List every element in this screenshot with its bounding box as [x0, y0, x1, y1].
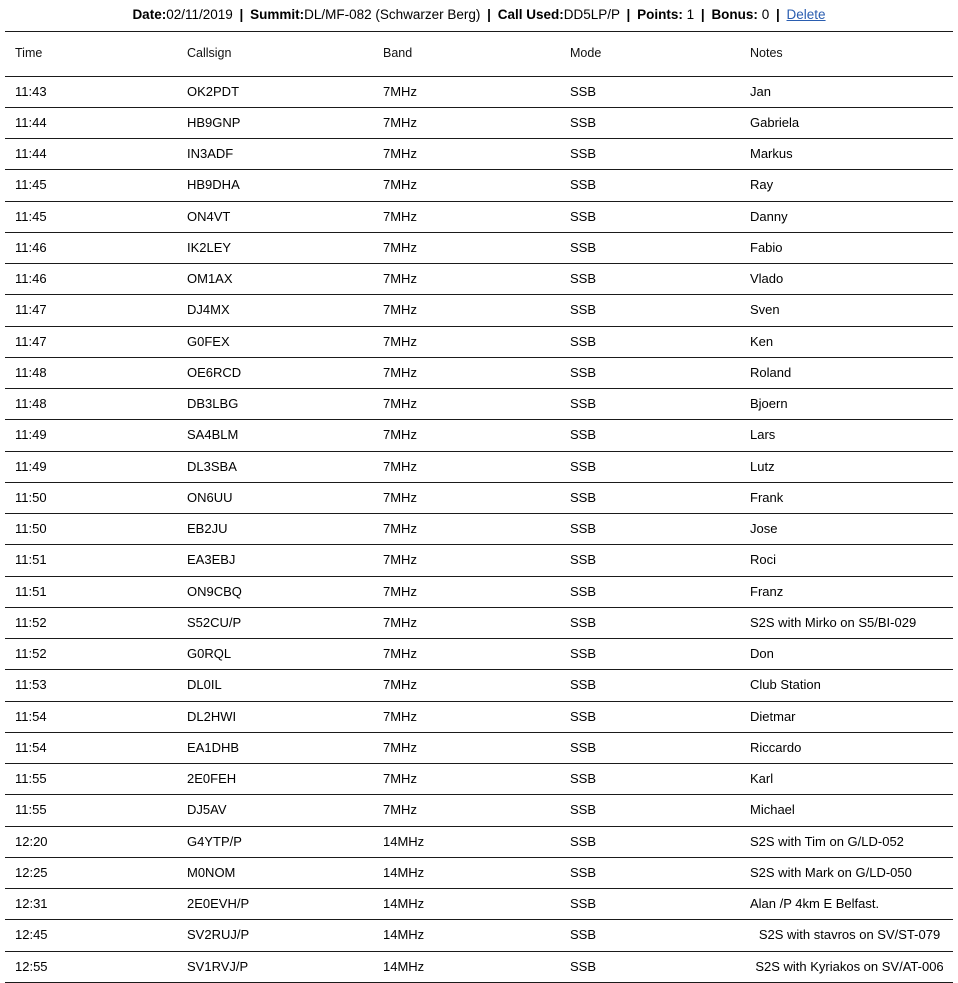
table-row [5, 451, 953, 482]
table-row [5, 232, 953, 263]
cell-time: 11:44 [5, 107, 183, 138]
cell-mode: SSB [566, 232, 746, 263]
cell-mode: SSB [566, 451, 746, 482]
cell-notes: Roland [746, 357, 953, 388]
table-row [5, 545, 953, 576]
cell-band: 7MHz [379, 795, 566, 826]
cell-band: 7MHz [379, 420, 566, 451]
cell-notes: Michael [746, 795, 953, 826]
cell-band: 7MHz [379, 451, 566, 482]
qso-log-table [5, 31, 953, 983]
cell-notes: Alan /P 4km E Belfast. [746, 889, 953, 920]
cell-time: 11:48 [5, 389, 183, 420]
cell-time: 11:51 [5, 545, 183, 576]
cell-band: 7MHz [379, 389, 566, 420]
cell-callsign: EB2JU [183, 514, 379, 545]
cell-callsign: SA4BLM [183, 420, 379, 451]
cell-band: 7MHz [379, 732, 566, 763]
table-body [5, 76, 953, 982]
cell-time: 11:50 [5, 482, 183, 513]
cell-notes: Franz [746, 576, 953, 607]
cell-callsign: OK2PDT [183, 76, 379, 107]
table-row [5, 170, 953, 201]
cell-callsign: ON9CBQ [183, 576, 379, 607]
cell-time: 11:46 [5, 232, 183, 263]
cell-time: 11:54 [5, 732, 183, 763]
cell-callsign: HB9DHA [183, 170, 379, 201]
table-row [5, 857, 953, 888]
column-header-mode: Mode [566, 31, 746, 76]
cell-time: 11:44 [5, 139, 183, 170]
cell-notes: Ray [746, 170, 953, 201]
cell-notes: Club Station [746, 670, 953, 701]
cell-notes: S2S with stavros on SV/ST-079 [746, 920, 953, 951]
cell-mode: SSB [566, 482, 746, 513]
cell-mode: SSB [566, 389, 746, 420]
cell-band: 7MHz [379, 107, 566, 138]
cell-time: 11:45 [5, 170, 183, 201]
cell-notes: S2S with Mirko on S5/BI-029 [746, 607, 953, 638]
cell-band: 7MHz [379, 576, 566, 607]
cell-notes: Gabriela [746, 107, 953, 138]
cell-callsign: DL0IL [183, 670, 379, 701]
cell-notes: Jose [746, 514, 953, 545]
cell-mode: SSB [566, 295, 746, 326]
table-row [5, 889, 953, 920]
cell-callsign: IN3ADF [183, 139, 379, 170]
cell-notes: Bjoern [746, 389, 953, 420]
cell-mode: SSB [566, 795, 746, 826]
bonus-value: 0 [761, 7, 770, 22]
cell-notes: Lutz [746, 451, 953, 482]
cell-mode: SSB [566, 264, 746, 295]
cell-mode: SSB [566, 732, 746, 763]
table-row [5, 482, 953, 513]
cell-time: 11:49 [5, 420, 183, 451]
cell-callsign: G0FEX [183, 326, 379, 357]
cell-band: 7MHz [379, 639, 566, 670]
cell-callsign: 2E0FEH [183, 764, 379, 795]
cell-notes: Don [746, 639, 953, 670]
cell-time: 11:43 [5, 76, 183, 107]
cell-time: 11:48 [5, 357, 183, 388]
cell-time: 12:25 [5, 857, 183, 888]
table-row [5, 139, 953, 170]
cell-mode: SSB [566, 326, 746, 357]
cell-mode: SSB [566, 576, 746, 607]
cell-band: 7MHz [379, 482, 566, 513]
cell-notes: Danny [746, 201, 953, 232]
cell-time: 12:55 [5, 951, 183, 982]
cell-callsign: DB3LBG [183, 389, 379, 420]
summit-value: DL/MF-082 (Schwarzer Berg) [304, 7, 481, 22]
cell-time: 11:52 [5, 639, 183, 670]
cell-callsign: SV1RVJ/P [183, 951, 379, 982]
cell-callsign: G4YTP/P [183, 826, 379, 857]
cell-notes: S2S with Mark on G/LD-050 [746, 857, 953, 888]
table-row [5, 514, 953, 545]
table-row [5, 795, 953, 826]
cell-notes: Ken [746, 326, 953, 357]
cell-time: 11:52 [5, 607, 183, 638]
table-header-row [5, 31, 953, 76]
separator-1: | [239, 7, 244, 22]
table-row [5, 420, 953, 451]
cell-mode: SSB [566, 857, 746, 888]
cell-band: 7MHz [379, 545, 566, 576]
call-used-label: Call Used: [497, 7, 564, 22]
date-value: 02/11/2019 [166, 7, 233, 22]
cell-time: 12:20 [5, 826, 183, 857]
bonus-label: Bonus: [711, 7, 758, 22]
cell-mode: SSB [566, 107, 746, 138]
cell-notes: Markus [746, 139, 953, 170]
cell-time: 11:54 [5, 701, 183, 732]
cell-notes: S2S with Kyriakos on SV/AT-006 [746, 951, 953, 982]
table-row [5, 920, 953, 951]
table-row [5, 826, 953, 857]
cell-callsign: ON4VT [183, 201, 379, 232]
table-row [5, 357, 953, 388]
cell-notes: Jan [746, 76, 953, 107]
table-row [5, 389, 953, 420]
cell-notes: Sven [746, 295, 953, 326]
cell-mode: SSB [566, 889, 746, 920]
separator-3: | [626, 7, 631, 22]
cell-band: 7MHz [379, 670, 566, 701]
cell-callsign: 2E0EVH/P [183, 889, 379, 920]
cell-mode: SSB [566, 76, 746, 107]
cell-band: 14MHz [379, 826, 566, 857]
cell-callsign: EA1DHB [183, 732, 379, 763]
cell-notes: S2S with Tim on G/LD-052 [746, 826, 953, 857]
column-header-notes: Notes [746, 31, 953, 76]
cell-mode: SSB [566, 764, 746, 795]
cell-callsign: DL2HWI [183, 701, 379, 732]
cell-band: 14MHz [379, 857, 566, 888]
cell-band: 7MHz [379, 139, 566, 170]
cell-band: 7MHz [379, 76, 566, 107]
table-row [5, 576, 953, 607]
cell-band: 7MHz [379, 701, 566, 732]
cell-band: 14MHz [379, 920, 566, 951]
cell-time: 11:53 [5, 670, 183, 701]
cell-time: 11:51 [5, 576, 183, 607]
cell-time: 11:49 [5, 451, 183, 482]
table-row [5, 264, 953, 295]
table-row [5, 107, 953, 138]
cell-mode: SSB [566, 701, 746, 732]
cell-callsign: HB9GNP [183, 107, 379, 138]
cell-time: 12:45 [5, 920, 183, 951]
table-row [5, 701, 953, 732]
table-row [5, 76, 953, 107]
table-row [5, 951, 953, 982]
cell-notes: Riccardo [746, 732, 953, 763]
cell-notes: Roci [746, 545, 953, 576]
cell-callsign: S52CU/P [183, 607, 379, 638]
cell-notes: Dietmar [746, 701, 953, 732]
cell-band: 7MHz [379, 295, 566, 326]
table-row [5, 764, 953, 795]
cell-callsign: IK2LEY [183, 232, 379, 263]
points-value: 1 [686, 7, 695, 22]
cell-callsign: DL3SBA [183, 451, 379, 482]
cell-time: 11:50 [5, 514, 183, 545]
cell-mode: SSB [566, 514, 746, 545]
table-row [5, 201, 953, 232]
cell-band: 7MHz [379, 607, 566, 638]
cell-mode: SSB [566, 920, 746, 951]
cell-time: 11:55 [5, 795, 183, 826]
cell-mode: SSB [566, 670, 746, 701]
cell-band: 7MHz [379, 170, 566, 201]
table-row [5, 732, 953, 763]
cell-notes: Fabio [746, 232, 953, 263]
cell-callsign: DJ4MX [183, 295, 379, 326]
separator-4: | [700, 7, 705, 22]
separator-5: | [775, 7, 780, 22]
column-header-band: Band [379, 31, 566, 76]
date-label: Date: [132, 7, 167, 22]
cell-time: 11:47 [5, 295, 183, 326]
cell-mode: SSB [566, 826, 746, 857]
delete-link[interactable]: Delete [786, 7, 826, 22]
activation-summary-bar [0, 0, 958, 31]
cell-band: 7MHz [379, 764, 566, 795]
cell-mode: SSB [566, 951, 746, 982]
separator-2: | [487, 7, 491, 22]
cell-notes: Frank [746, 482, 953, 513]
cell-callsign: OE6RCD [183, 357, 379, 388]
cell-notes: Karl [746, 764, 953, 795]
cell-mode: SSB [566, 201, 746, 232]
cell-band: 14MHz [379, 951, 566, 982]
cell-callsign: OM1AX [183, 264, 379, 295]
cell-mode: SSB [566, 357, 746, 388]
cell-callsign: SV2RUJ/P [183, 920, 379, 951]
table-row [5, 295, 953, 326]
cell-callsign: DJ5AV [183, 795, 379, 826]
cell-callsign: G0RQL [183, 639, 379, 670]
cell-time: 12:31 [5, 889, 183, 920]
cell-time: 11:47 [5, 326, 183, 357]
summit-label: Summit: [250, 7, 305, 22]
cell-mode: SSB [566, 420, 746, 451]
cell-mode: SSB [566, 139, 746, 170]
cell-callsign: M0NOM [183, 857, 379, 888]
table-header [5, 31, 953, 76]
cell-callsign: ON6UU [183, 482, 379, 513]
cell-callsign: EA3EBJ [183, 545, 379, 576]
cell-band: 7MHz [379, 514, 566, 545]
cell-mode: SSB [566, 170, 746, 201]
cell-mode: SSB [566, 639, 746, 670]
cell-band: 7MHz [379, 326, 566, 357]
cell-notes: Vlado [746, 264, 953, 295]
table-row [5, 670, 953, 701]
column-header-time: Time [5, 31, 183, 76]
cell-band: 7MHz [379, 232, 566, 263]
points-label: Points: [637, 7, 683, 22]
column-header-callsign: Callsign [183, 31, 379, 76]
cell-time: 11:45 [5, 201, 183, 232]
call-used-value: DD5LP/P [563, 7, 620, 22]
cell-band: 7MHz [379, 264, 566, 295]
cell-band: 7MHz [379, 201, 566, 232]
cell-band: 14MHz [379, 889, 566, 920]
cell-band: 7MHz [379, 357, 566, 388]
cell-time: 11:46 [5, 264, 183, 295]
table-row [5, 639, 953, 670]
table-row [5, 607, 953, 638]
cell-mode: SSB [566, 545, 746, 576]
cell-time: 11:55 [5, 764, 183, 795]
cell-notes: Lars [746, 420, 953, 451]
table-row [5, 326, 953, 357]
cell-mode: SSB [566, 607, 746, 638]
